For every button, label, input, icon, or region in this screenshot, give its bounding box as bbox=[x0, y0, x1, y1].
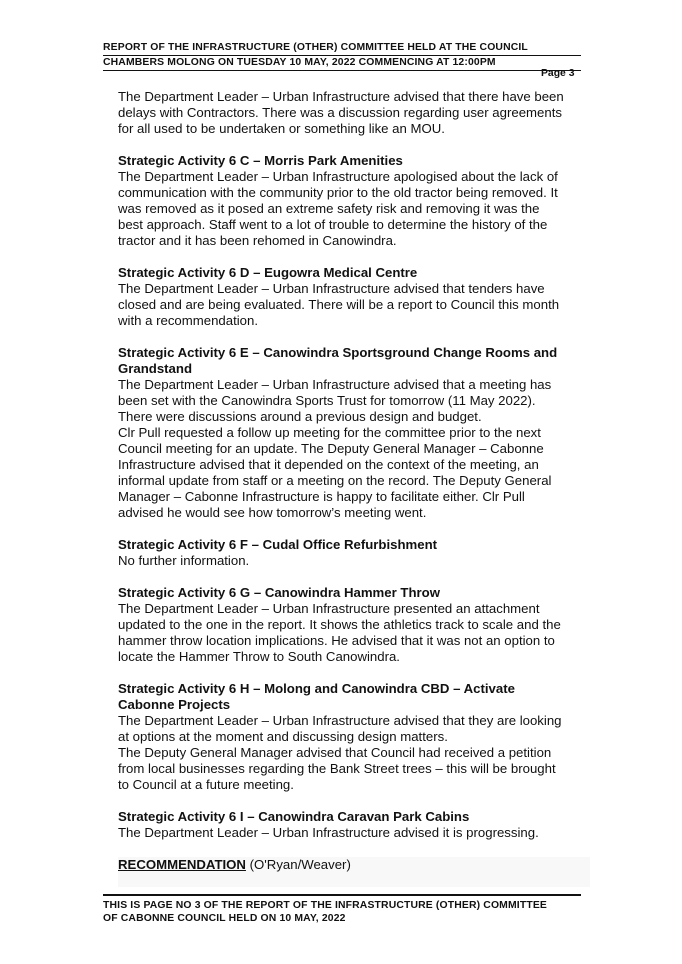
body-line: Council meeting for an update. The Deputy General Manager – Cabonne bbox=[118, 441, 544, 456]
recommendation-movers: (O'Ryan/Weaver) bbox=[245, 857, 351, 872]
body-line: to Council at a future meeting. bbox=[118, 777, 294, 792]
section bbox=[118, 153, 588, 249]
section-title: Strategic Activity 6 I – Canowindra Caravan Park Cabins bbox=[118, 809, 470, 824]
body-line: advised he would see how tomorrow’s meeting went. bbox=[118, 505, 427, 520]
body-line: tractor and it has been rehomed in Canowindra. bbox=[118, 233, 397, 248]
body-line: updated to the one in the report. It shows the athletics track to scale and the bbox=[118, 617, 561, 632]
section-title: Strategic Activity 6 D – Eugowra Medical Centre bbox=[118, 265, 418, 280]
section-title: Strategic Activity 6 H – Molong and Canowindra CBD – Activate bbox=[118, 681, 515, 696]
body-line: The Deputy General Manager advised that Council had received a petition bbox=[118, 745, 552, 760]
body-line: best approach. Staff went to a lot of trouble to determine the history of the bbox=[118, 217, 548, 232]
body-line: The Department Leader – Urban Infrastructure advised that they are looking bbox=[118, 713, 562, 728]
body-line: The Department Leader – Urban Infrastructure advised that a meeting has bbox=[118, 377, 552, 392]
section-title: Grandstand bbox=[118, 361, 193, 376]
section-title: Cabonne Projects bbox=[118, 697, 231, 712]
page-footer bbox=[103, 899, 581, 925]
section bbox=[118, 265, 588, 329]
recommendation-label: RECOMMENDATION bbox=[118, 857, 246, 872]
recommendation-row bbox=[118, 857, 590, 887]
body-line: The Department Leader – Urban Infrastructure advised that there have been bbox=[118, 89, 564, 104]
body-line: Manager – Cabonne Infrastructure is happy to facilitate either. Clr Pull bbox=[118, 489, 525, 504]
body-line: The Department Leader – Urban Infrastructure presented an attachment bbox=[118, 601, 540, 616]
intro-paragraph bbox=[118, 89, 588, 137]
section bbox=[118, 809, 588, 841]
section-title: Strategic Activity 6 F – Cudal Office Refurbishment bbox=[118, 537, 438, 552]
body-line: The Department Leader – Urban Infrastructure advised it is progressing. bbox=[118, 825, 539, 840]
section bbox=[118, 345, 588, 521]
body-line: No further information. bbox=[118, 553, 250, 568]
section-title: Strategic Activity 6 C – Morris Park Amenities bbox=[118, 153, 403, 168]
body-line: delays with Contractors. There was a discussion regarding user agreements bbox=[118, 105, 562, 120]
body-line: Clr Pull requested a follow up meeting for the committee prior to the next bbox=[118, 425, 541, 440]
body-line: from local businesses regarding the Bank Street trees – this will be brought bbox=[118, 761, 556, 776]
body-line: closed and are being evaluated. There will be a report to Council this month bbox=[118, 297, 560, 312]
footer-line-1: THIS IS PAGE NO 3 OF THE REPORT OF THE INFRASTRUCTURE (OTHER) COMMITTEE bbox=[103, 900, 547, 911]
body-line: was removed as it posed an extreme safety risk and removing it was the bbox=[118, 201, 540, 216]
body-line: been set with the Canowindra Sports Trust for tomorrow (11 May 2022). bbox=[118, 393, 536, 408]
section bbox=[118, 585, 588, 665]
body-line: The Department Leader – Urban Infrastructure apologised about the lack of bbox=[118, 169, 558, 184]
section-title: Strategic Activity 6 E – Canowindra Sportsground Change Rooms and bbox=[118, 345, 558, 360]
body-line: Infrastructure advised that it depended on the context of the meeting, an bbox=[118, 457, 539, 472]
header-line-2: CHAMBERS MOLONG ON TUESDAY 10 MAY, 2022 COMMENCING AT 12:00PM bbox=[103, 56, 581, 71]
page-number: Page 3 bbox=[541, 68, 575, 79]
body-line: informal update from staff or a meeting on the record. The Deputy General bbox=[118, 473, 552, 488]
body-line: locate the Hammer Throw to South Canowindra. bbox=[118, 649, 400, 664]
body-line: The Department Leader – Urban Infrastructure advised that tenders have bbox=[118, 281, 545, 296]
document-body bbox=[118, 89, 588, 887]
body-line: for all used to be undertaken or something like an MOU. bbox=[118, 121, 445, 136]
section-title: Strategic Activity 6 G – Canowindra Hammer Throw bbox=[118, 585, 440, 600]
page-header bbox=[103, 41, 581, 71]
body-line: communication with the community prior to the old tractor being removed. It bbox=[118, 185, 558, 200]
header-line-1: REPORT OF THE INFRASTRUCTURE (OTHER) COMMITTEE HELD AT THE COUNCIL bbox=[103, 41, 581, 56]
body-line: hammer throw location implications. He advised that it was not an option to bbox=[118, 633, 555, 648]
body-line: with a recommendation. bbox=[118, 313, 259, 328]
footer-rule bbox=[103, 894, 581, 896]
section bbox=[118, 681, 588, 793]
body-line: There were discussions around a previous design and budget. bbox=[118, 409, 482, 424]
sections-list bbox=[118, 153, 588, 841]
section bbox=[118, 537, 588, 569]
footer-line-2: OF CABONNE COUNCIL HELD ON 10 MAY, 2022 bbox=[103, 913, 346, 924]
body-line: at options at the moment and discussing design matters. bbox=[118, 729, 448, 744]
